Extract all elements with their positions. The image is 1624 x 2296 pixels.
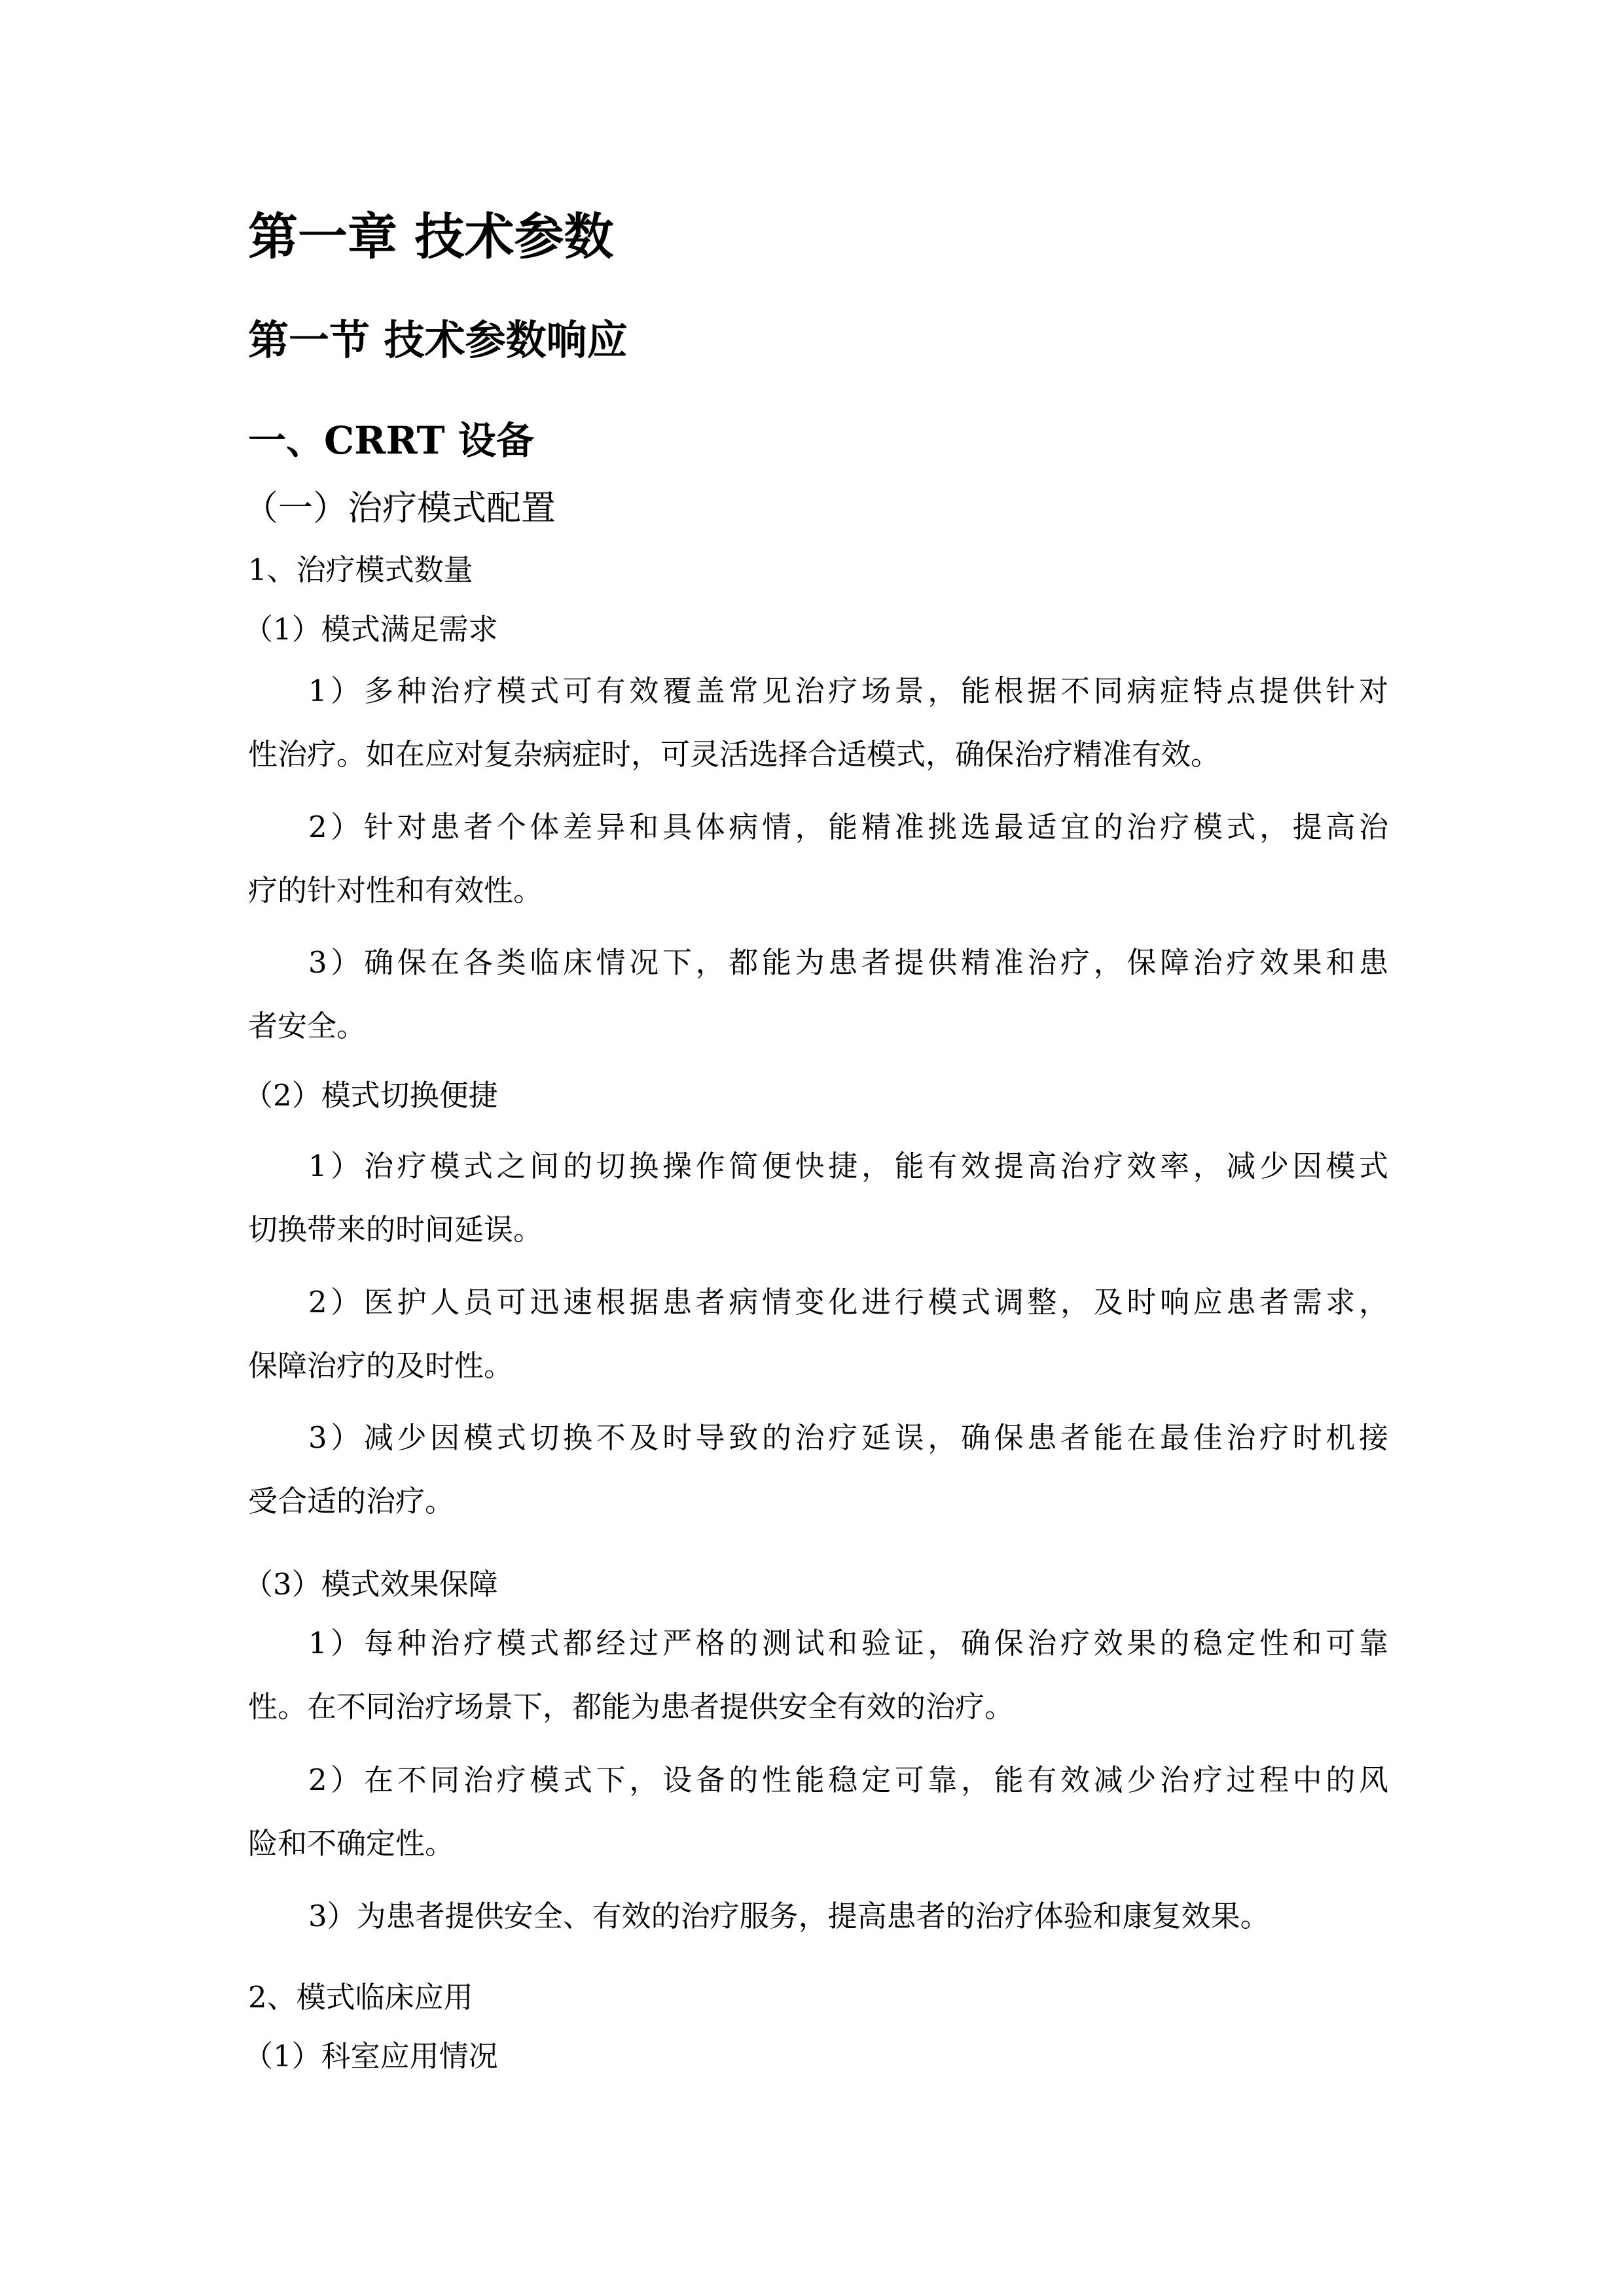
paragraph: [248, 1611, 1388, 1738]
paragraph-line: 性治疗。如在应对复杂病症时，可灵活选择合适模式，确保治疗精准有效。: [248, 737, 1221, 772]
subitem-title: （2）模式切换便捷: [244, 1078, 498, 1113]
paragraph: [248, 1748, 1388, 1875]
paragraph: [248, 795, 1388, 922]
paragraph-line: 3）为患者提供安全、有效的治疗服务，提高患者的治疗体验和康复效果。: [308, 1899, 1270, 1933]
item-title: 2、模式临床应用: [248, 1980, 473, 2015]
subitem-title: （3）模式效果保障: [244, 1567, 498, 1602]
subitem-title: （1）模式满足需求: [244, 612, 498, 647]
paragraph-line: 1）每种治疗模式都经过严格的测试和验证，确保治疗效果的稳定性和可靠: [308, 1626, 1388, 1660]
part-title: 一、CRRT 设备: [248, 418, 534, 463]
paragraph: [248, 659, 1388, 786]
paragraph: [248, 1406, 1388, 1533]
chapter-title: 第一章 技术参数: [248, 207, 614, 266]
section-title: 第一节 技术参数响应: [248, 316, 628, 364]
paragraph-line: 3）减少因模式切换不及时导致的治疗延误，确保患者能在最佳治疗时机接: [308, 1420, 1388, 1455]
paragraph-line: 受合适的治疗。: [248, 1484, 455, 1518]
paragraph-line: 1）多种治疗模式可有效覆盖常见治疗场景，能根据不同病症特点提供针对: [308, 673, 1388, 708]
paragraph: [248, 1270, 1388, 1397]
paragraph-line: 2）在不同治疗模式下，设备的性能稳定可靠，能有效减少治疗过程中的风: [308, 1763, 1388, 1797]
item-title: 1、治疗模式数量: [248, 552, 473, 587]
paragraph-line: 疗的针对性和有效性。: [248, 873, 543, 908]
paragraph-line: 性。在不同治疗场景下，都能为患者提供安全有效的治疗。: [248, 1689, 1015, 1724]
paragraph: [248, 1134, 1388, 1261]
paragraph: [248, 1884, 1388, 1948]
paragraph: [248, 931, 1388, 1058]
subpart-title: （一）治疗模式配置: [244, 488, 556, 528]
paragraph-line: 险和不确定性。: [248, 1826, 455, 1861]
paragraph-line: 1）治疗模式之间的切换操作简便快捷，能有效提高治疗效率，减少因模式: [308, 1149, 1388, 1183]
paragraph-line: 切换带来的时间延误。: [248, 1212, 543, 1247]
paragraph-line: 2）医护人员可迅速根据患者病情变化进行模式调整，及时响应患者需求，: [308, 1285, 1388, 1319]
paragraph-line: 2）针对患者个体差异和具体病情，能精准挑选最适宜的治疗模式，提高治: [308, 810, 1388, 844]
paragraph-line: 保障治疗的及时性。: [248, 1348, 514, 1383]
paragraph-line: 3）确保在各类临床情况下，都能为患者提供精准治疗，保障治疗效果和患: [308, 945, 1388, 980]
paragraph-line: 者安全。: [248, 1009, 367, 1043]
subitem-title: （1）科室应用情况: [244, 2039, 498, 2073]
